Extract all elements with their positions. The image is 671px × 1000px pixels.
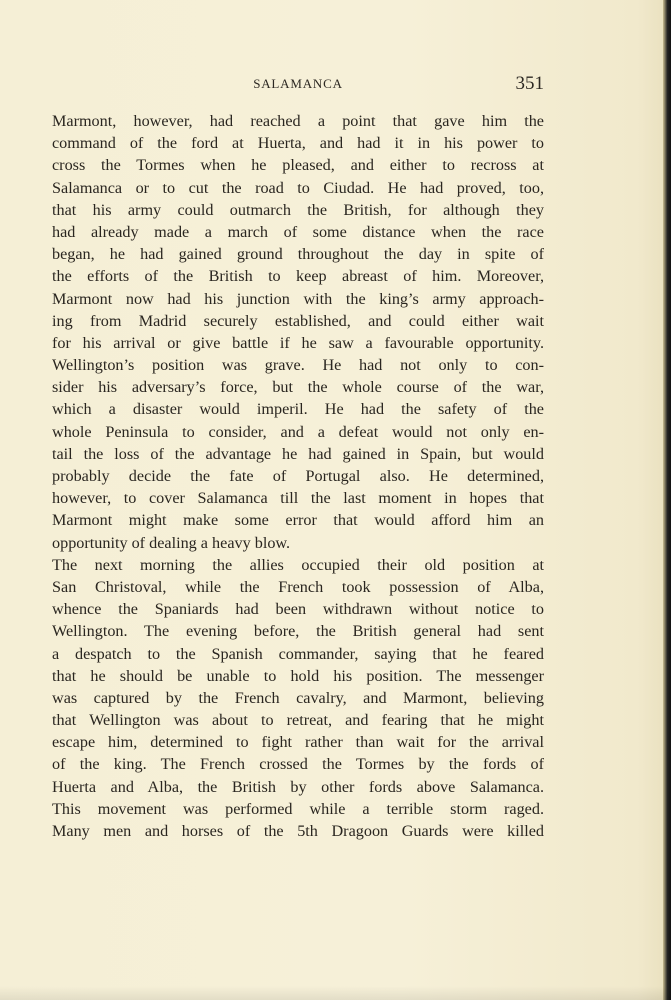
body-text bbox=[52, 110, 544, 842]
text-line: was captured by the French cavalry, and Marmont, believing bbox=[52, 688, 544, 707]
text-line: that his army could outmarch the British, for although they bbox=[52, 200, 544, 219]
text-line: Marmont now had his junction with the king’s army approach- bbox=[52, 289, 544, 308]
page-bottom-shadow bbox=[0, 986, 671, 1000]
text-line: sider his adversary’s force, but the whole course of the war, bbox=[52, 378, 544, 397]
text-line: Salamanca or to cut the road to Ciudad. He had proved, too, bbox=[52, 178, 544, 197]
text-line: which a disaster would imperil. He had the safety of the bbox=[52, 400, 544, 419]
text-line: probably decide the fate of Portugal also. He determined, bbox=[52, 467, 544, 485]
text-line: that Wellington was about to retreat, and fearing that he might bbox=[52, 711, 544, 730]
paragraph-first-line: The next morning the allies occupied their old position at bbox=[52, 555, 544, 574]
text-line: escape him, determined to fight rather than wait for the arrival bbox=[52, 733, 544, 752]
page-number: 351 bbox=[515, 73, 544, 94]
text-line: whole Peninsula to consider, and a defeat would not only en- bbox=[52, 422, 544, 441]
text-line: tail the loss of the advantage he had gained in Spain, but would bbox=[52, 444, 544, 463]
text-line: Huerta and Alba, the British by other fords above Salamanca. bbox=[52, 777, 544, 796]
text-line: command of the ford at Huerta, and had it in his power to bbox=[52, 134, 544, 153]
text-line: of the king. The French crossed the Tormes by the fords of bbox=[52, 755, 544, 774]
paragraph-end-line: opportunity of dealing a heavy blow. bbox=[52, 533, 291, 552]
text-line: Many men and horses of the 5th Dragoon Guards were killed bbox=[52, 822, 544, 840]
text-line: Wellington’s position was grave. He had not only to con- bbox=[52, 356, 544, 375]
running-head bbox=[52, 73, 544, 97]
text-line: Marmont, however, had reached a point that gave him the bbox=[52, 112, 544, 130]
text-line: began, he had gained ground throughout the day in spite of bbox=[52, 245, 544, 264]
text-line: whence the Spaniards had been withdrawn without notice to bbox=[52, 600, 544, 619]
text-line: the efforts of the British to keep abreast of him. Moreover, bbox=[52, 267, 544, 286]
text-line: for his arrival or give battle if he saw a favourable opportunity. bbox=[52, 333, 544, 352]
text-line: a despatch to the Spanish commander, saying that he feared bbox=[52, 644, 544, 663]
running-title: SALAMANCA bbox=[253, 76, 343, 91]
text-line: ing from Madrid securely established, and could either wait bbox=[52, 311, 544, 330]
text-line: This movement was performed while a terrible storm raged. bbox=[52, 799, 544, 818]
text-line: that he should be unable to hold his position. The messenger bbox=[52, 666, 544, 685]
text-line: Marmont might make some error that would afford him an bbox=[52, 511, 544, 530]
text-line: San Christoval, while the French took possession of Alba, bbox=[52, 577, 544, 596]
text-line: had already made a march of some distance when the race bbox=[52, 222, 544, 241]
text-line: Wellington. The evening before, the British general had sent bbox=[52, 622, 544, 641]
text-line: cross the Tormes when he pleased, and either to recross at bbox=[52, 156, 544, 175]
page-edge-shadow bbox=[663, 0, 671, 1000]
text-line: however, to cover Salamanca till the last moment in hopes that bbox=[52, 489, 544, 508]
